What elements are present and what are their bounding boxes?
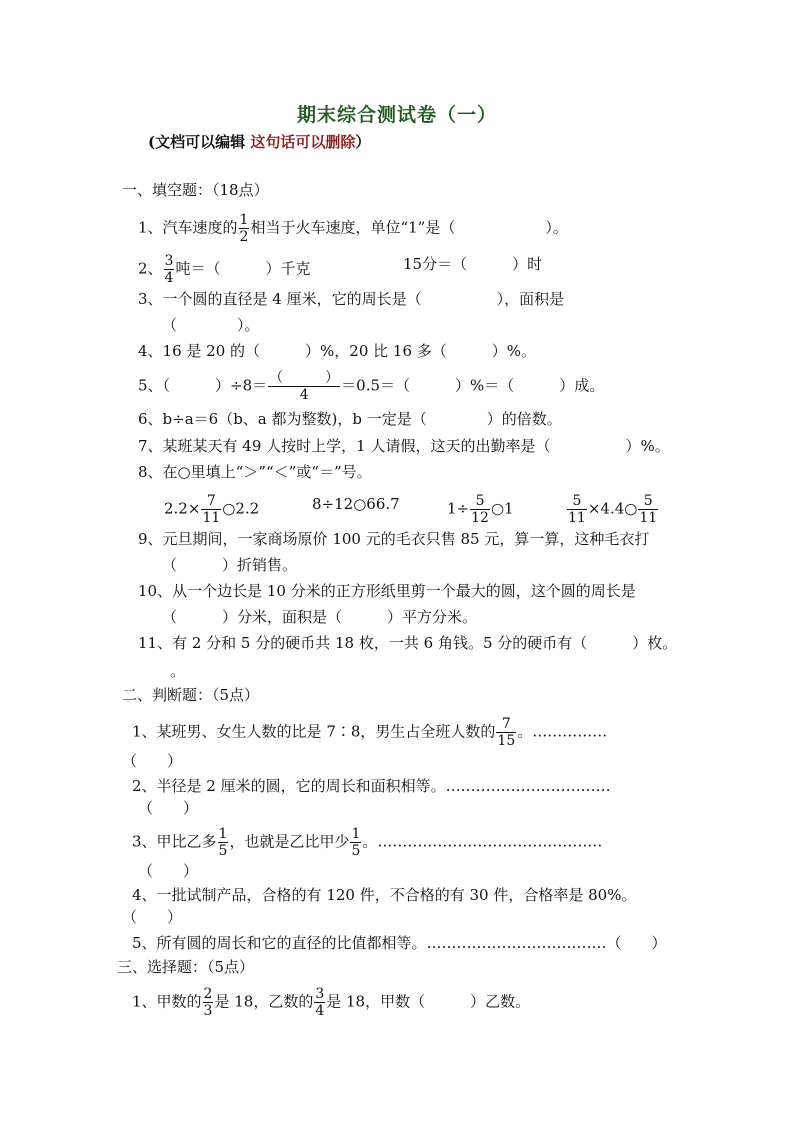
s1-q6: 6、b÷a＝6（b、a 都为整数)，b 一定是（ ）的倍数。 (138, 410, 562, 428)
s1-q1-fraction (239, 212, 250, 245)
s2-q3-text-b: ，也就是乙比甲少 (229, 832, 350, 851)
s3-q1 (132, 986, 530, 1019)
s3-q1-numerator-2: 3 (315, 986, 325, 1002)
s2-q4-paren: （ ） (122, 908, 183, 926)
s1-q11-dot: 。 (170, 662, 186, 680)
section-3-heading: 三、选择题：（5点） (117, 958, 255, 976)
s3-q1-denominator-1: 3 (203, 1003, 213, 1019)
s1-q9-line1: 9、元旦期间，一家商场原价 100 元的毛衣只售 85 元，算一算，这种毛衣打 (138, 530, 650, 548)
s3-q1-numerator-1: 2 (203, 986, 213, 1002)
s1-q8-item-a (164, 493, 259, 526)
s1-q2-numerator: 3 (164, 253, 174, 269)
s1-q8-item-c (447, 493, 514, 526)
s2-q3-text-c: 。……………………………………… (362, 832, 603, 851)
s2-q4: 4、一批试制产品，合格的有 120 件，不合格的有 30 件，合格率是 80%。 (132, 886, 637, 904)
s1-q1-denominator: 2 (239, 229, 249, 245)
s2-q3-denominator-1: 5 (218, 843, 228, 859)
s1-q8d-denominator-2: 11 (639, 510, 658, 526)
s1-q8c-denominator: 12 (471, 510, 489, 526)
s2-q2-paren: （ ） (138, 799, 199, 817)
s1-q1-text-b: 相当于火车速度，单位“1”是（ ）。 (250, 218, 568, 237)
s1-q2-second: 15分＝（ ）时 (403, 255, 543, 273)
s2-q3-numerator-1: 1 (218, 826, 228, 842)
s1-q2 (138, 253, 310, 286)
s1-q3-line1: 3、一个圆的直径是 4 厘米，它的周长是（ ），面积是 (138, 290, 565, 308)
s1-q5-text-a: 5、（ ）÷8＝ (138, 376, 268, 395)
section-2-heading: 二、判断题：（5点） (122, 686, 260, 704)
s1-q8d-denominator-1: 11 (568, 510, 586, 526)
s1-q2-fraction (164, 253, 175, 286)
s2-q1-text-b: 。…………… (517, 722, 608, 741)
s1-q5-numerator: （ ） (269, 370, 340, 386)
page-title: 期末综合测试卷（一） (296, 104, 497, 126)
section-1-heading: 一、填空题：（18点） (122, 181, 269, 199)
s2-q3-denominator-2: 5 (351, 843, 361, 859)
s1-q8d-text: ×4.4○ (587, 499, 638, 518)
s1-q5-text-b: ＝0.5＝（ ）%＝（ ）成。 (341, 376, 605, 395)
s1-q8-item-b: 8÷12○66.7 (312, 495, 400, 513)
s1-q2-denominator: 4 (164, 270, 174, 286)
s1-q2-num: 2、 (138, 259, 163, 278)
s1-q8d-fraction-1 (567, 493, 587, 526)
s1-q8d-fraction-2 (638, 493, 658, 526)
s2-q3 (132, 826, 602, 859)
s2-q3-text-a: 3、甲比乙多 (132, 832, 217, 851)
s3-q1-text-a: 1、甲数的 (132, 992, 202, 1011)
s1-q8c-numerator: 5 (470, 493, 490, 510)
s3-q1-text-c: 是 18，甲数（ ）乙数。 (326, 992, 531, 1011)
s1-q10-line2: （ ）分米，面积是（ ）平方分米。 (162, 608, 478, 626)
s1-q4: 4、16 是 20 的（ ）%，20 比 16 多（ ）%。 (138, 342, 537, 360)
s2-q3-numerator-2: 1 (351, 826, 361, 842)
s1-q5-denominator: 4 (299, 387, 309, 403)
s1-q5-fraction (268, 370, 340, 403)
s2-q1-paren: （ ） (122, 752, 183, 770)
s1-q8: 8、在○里填上“＞”“＜”或“＝”号。 (138, 463, 372, 481)
s1-q10-line1: 10、从一个边长是 10 分米的正方形纸里剪一个最大的圆，这个圆的周长是 (138, 582, 636, 600)
s1-q8a-text2: ○2.2 (222, 499, 260, 518)
s1-q11: 11、有 2 分和 5 分的硬币共 18 枚，一共 6 角钱。5 分的硬币有（ ）枚。 (138, 634, 678, 652)
subtitle-note: 这句话可以删除 (250, 133, 356, 151)
s1-q1-numerator: 1 (239, 212, 249, 228)
s1-q8-item-d (566, 493, 659, 526)
s2-q1-fraction (496, 716, 516, 749)
s1-q8d-numerator-1: 5 (567, 493, 587, 510)
s3-q1-text-b: 是 18，乙数的 (214, 992, 314, 1011)
s3-q1-fraction-2 (314, 986, 325, 1019)
s1-q1-text-a: 1、汽车速度的 (138, 218, 238, 237)
s2-q5: 5、所有圆的周长和它的直径的比值都相等。………………………………（ ） (132, 934, 667, 952)
subtitle-part1: (文档可以编辑 (148, 133, 251, 151)
s2-q3-paren: （ ） (138, 862, 199, 880)
s2-q3-fraction-2 (350, 826, 361, 859)
s2-q1-denominator: 15 (497, 733, 516, 749)
s1-q7: 7、某班某天有 49 人按时上学，1 人请假，这天的出勤率是（ ）%。 (138, 437, 670, 455)
s2-q1 (132, 716, 607, 749)
s1-q3-line2: （ ）。 (162, 316, 260, 334)
s2-q2: 2、半径是 2 厘米的圆，它的周长和面积相等。…………………………… (132, 777, 611, 795)
s1-q8c-text2: ○1 (490, 499, 514, 518)
s1-q5 (138, 370, 604, 403)
s2-q1-text-a: 1、某班男、女生人数的比是 7∶8，男生占全班人数的 (132, 722, 496, 741)
s3-q1-fraction-1 (203, 986, 214, 1019)
s1-q2-text-b: 吨＝（ ）千克 (175, 259, 311, 278)
s2-q1-numerator: 7 (496, 716, 516, 733)
subtitle (148, 131, 370, 152)
s1-q8a-denominator: 11 (202, 510, 221, 526)
s2-q3-fraction-1 (218, 826, 229, 859)
s1-q1 (138, 212, 568, 245)
s1-q8c-text1: 1÷ (447, 499, 470, 518)
s3-q1-denominator-2: 4 (315, 1003, 325, 1019)
s1-q8a-numerator: 7 (201, 493, 221, 510)
s1-q8d-numerator-2: 5 (638, 493, 658, 510)
subtitle-part3: ） (355, 133, 371, 151)
s1-q8a-fraction (201, 493, 221, 526)
s1-q9-line2: （ ）折销售。 (162, 556, 298, 574)
s1-q8a-text1: 2.2× (164, 499, 201, 518)
s1-q8c-fraction (470, 493, 490, 526)
